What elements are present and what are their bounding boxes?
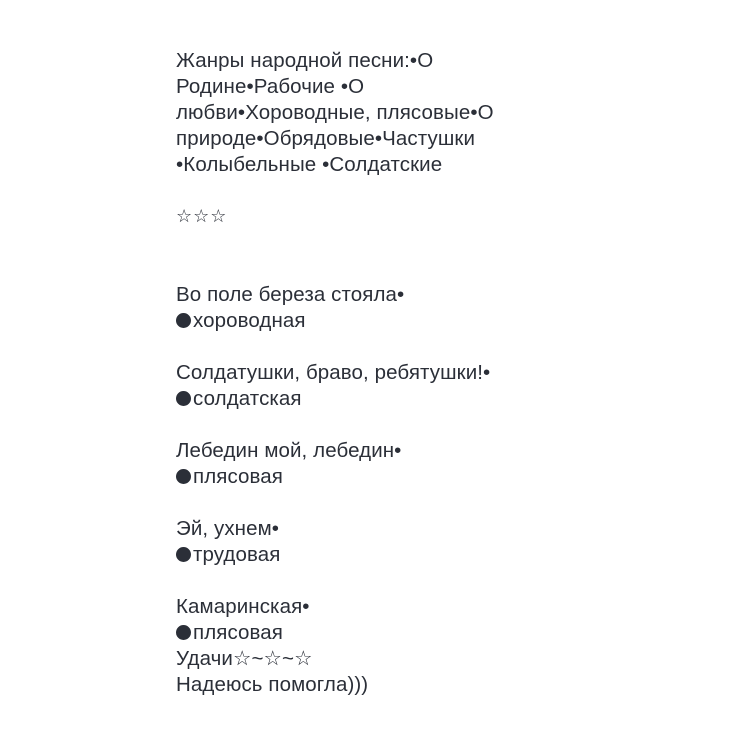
genres-line: природе•Обрядовые•Частушки [176, 127, 476, 150]
song-title: Камаринская• [176, 595, 310, 618]
spacer [176, 490, 536, 516]
spacer [176, 568, 536, 594]
genres-paragraph [176, 48, 536, 178]
wish-text: Удачи☆~☆~☆ [176, 647, 313, 670]
genres-line: любви•Хороводные, плясовые•О [176, 101, 494, 124]
spacer [176, 412, 536, 438]
genres-line: •Колыбельные •Солдатские [176, 153, 443, 176]
spacer [176, 334, 536, 360]
song-genre-line [176, 464, 536, 490]
song-genre: трудовая [193, 543, 281, 566]
song-genre-line [176, 386, 536, 412]
song-genre-line [176, 620, 536, 646]
song-genre: солдатская [193, 387, 302, 410]
song-title: Во поле береза стояла• [176, 283, 405, 306]
note-text [176, 48, 536, 698]
spacer [176, 230, 536, 282]
song-title: Лебедин мой, лебедин• [176, 439, 402, 462]
bullet-dot-icon [176, 313, 191, 328]
bullet-dot-icon [176, 391, 191, 406]
song-genre-line [176, 542, 536, 568]
song-entry [176, 438, 536, 490]
spacer [176, 178, 536, 204]
bullet-dot-icon [176, 547, 191, 562]
song-genre: хороводная [193, 309, 306, 332]
bullet-dot-icon [176, 625, 191, 640]
closing-text: Надеюсь помогла))) [176, 673, 369, 696]
song-title: Солдатушки, браво, ребятушки!• [176, 361, 491, 384]
song-genre: плясовая [193, 465, 284, 488]
genres-line: Родине•Рабочие •О [176, 75, 365, 98]
stars-divider: ☆☆☆ [176, 206, 228, 227]
song-entry [176, 516, 536, 568]
song-genre: плясовая [193, 621, 284, 644]
genres-line: Жанры народной песни:•О [176, 49, 434, 72]
song-entry [176, 282, 536, 334]
song-entry [176, 360, 536, 412]
song-genre-line [176, 308, 536, 334]
bullet-dot-icon [176, 469, 191, 484]
song-entry [176, 594, 536, 646]
song-title: Эй, ухнем• [176, 517, 280, 540]
